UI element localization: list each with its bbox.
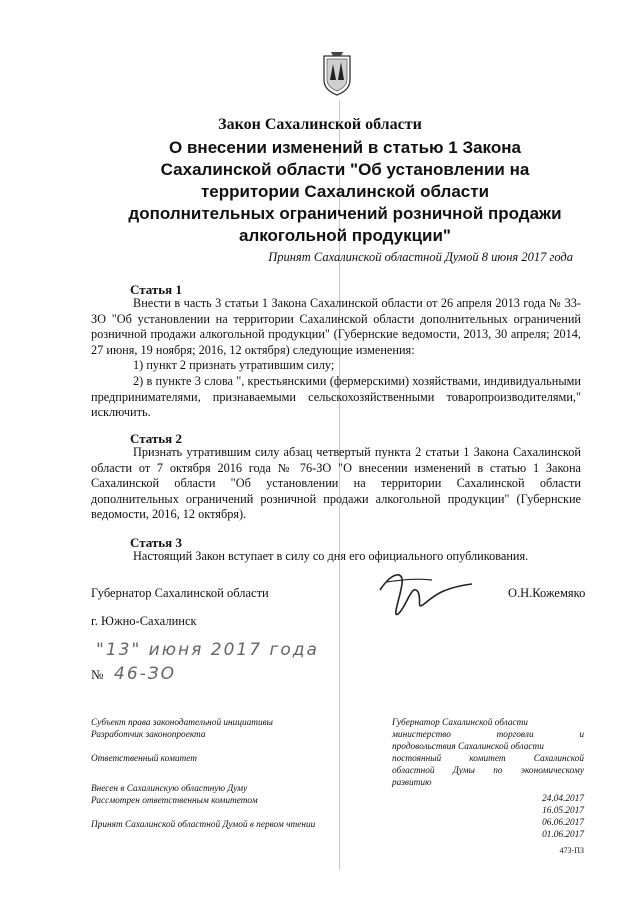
footer-label: Ответственный комитет [91,754,197,764]
footer-left-labels [91,717,381,831]
footer-value: развитию [392,778,432,788]
article-3-heading: Статья 3 [130,535,182,550]
adoption-note: Принят Сахалинской областной Думой 8 июня 2017 года [268,250,573,264]
subject-line: О внесении изменений в статью 1 Закона [169,138,521,157]
article-paragraph: Настоящий Закон вступает в силу со дня его официального опубликования. [133,549,529,563]
footer-date: 01.06.2017 [542,830,584,840]
subject-line: Сахалинской области "Об установлении на [160,160,530,179]
footer-date: 24.04.2017 [542,794,584,804]
footer-value: продовольствия Сахалинской области [392,742,544,752]
coat-of-arms-emblem [322,50,352,96]
footer-label: Принят Сахалинской областной Думой в первом чтении [91,820,316,830]
signing-date-handwritten: "13" июня 2017 года [96,640,319,660]
footer-right-values [392,717,584,789]
footer-value: Губернатор Сахалинской области [392,718,528,728]
article-paragraph: Признать утратившим силу абзац четвертый пункта 2 статьи 1 Закона Сахалинской области от 7 октября 2016 года № 76-ЗО "О внесении изменений в статью 1 Закона Сахалинской области "Об установлении на территории Сахалинской области дополнительных ограничений розничной продажи алкогольной продукции" (Губернские ведомости, 2016, 12 октября). [91,445,581,522]
footer-label: Субъект права законодательной инициативы [91,718,273,728]
handwritten-signature [372,562,482,622]
footer-value: постоянный комитет Сахалинской [392,754,584,764]
footer-dates [520,793,584,841]
article-1-body [91,296,581,421]
footer-spacer [91,765,381,777]
footer-value: областной Думы по экономическому [392,766,584,776]
footer-spacer [91,741,381,753]
article-1-heading: Статья 1 [130,282,182,297]
article-3-body [91,549,581,565]
article-paragraph: Внести в часть 3 статьи 1 Закона Сахалинской области от 26 апреля 2013 года № 33-ЗО "Об установлении на территории Сахалинской области дополнительных ограничений розничной продажи алкогольной продукции" (Губернские ведомости, 2013, 30 апреля; 2014, 27 июня, 19 ноября; 2016, 12 октября) следующие изменения: [91,296,581,357]
signing-city: г. Южно-Сахалинск [91,614,197,628]
article-paragraph: 2) в пункте 3 слова ", крестьянскими (фермерскими) хозяйствами, индивидуальными предпринимателями, признаваемыми сельскохозяйственными товаропроизводителями," исключить. [91,373,581,420]
subject-line: дополнительных ограничений розничной продажи [128,204,562,223]
article-2-heading: Статья 2 [130,431,182,446]
document-code: 473-ПЗ [559,846,584,855]
law-number-handwritten: 46-ЗО [114,664,177,684]
article-2-body [91,445,581,523]
governor-position: Губернатор Сахалинской области [91,586,269,600]
footer-value: министерство торговли и [392,730,584,740]
footer-label: Внесен в Сахалинскую областную Думу [91,784,248,794]
law-number-prefix: № [91,667,104,682]
footer-label: Разработчик законопроекта [91,730,206,740]
footer-date: 16.05.2017 [542,806,584,816]
footer-date: 06.06.2017 [542,818,584,828]
law-title: Закон Сахалинской области [218,116,422,133]
governor-name: О.Н.Кожемяко [508,586,586,600]
footer-label: Рассмотрен ответственным комитетом [91,796,258,806]
article-paragraph: 1) пункт 2 признать утратившим силу; [133,358,335,373]
subject-line: территории Сахалинской области [200,182,490,201]
footer-spacer [91,807,381,819]
law-subject [110,137,580,247]
subject-line: алкогольной продукции" [238,226,451,245]
